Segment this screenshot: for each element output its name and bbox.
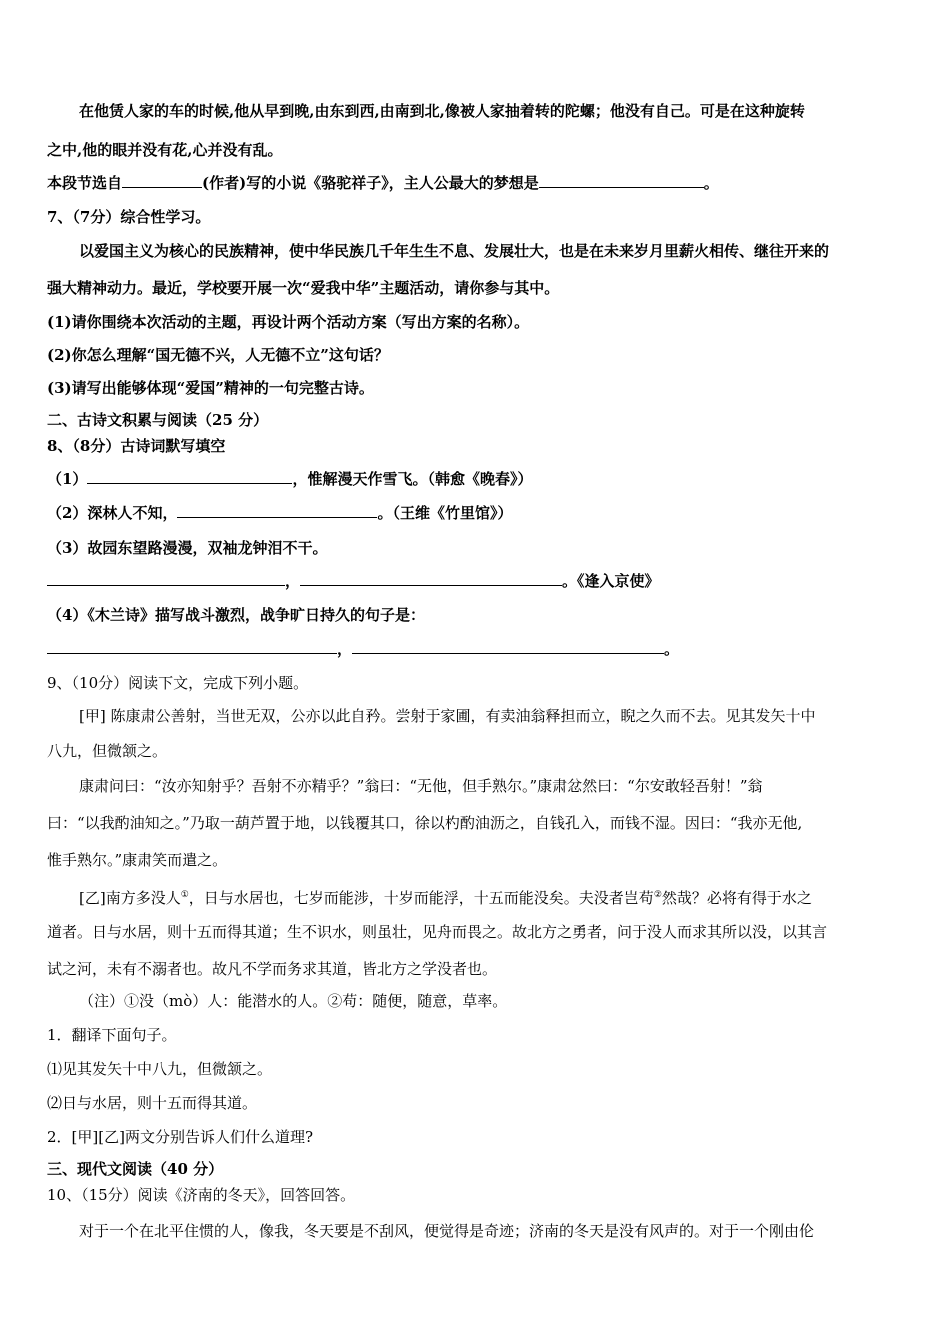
passage-yi-line-2: 道者。日与水居，则十五而得其道；生不识水，则虽壮，见舟而畏之。故北方之勇者，问于没人而求其所以没，以其言: [47, 923, 828, 941]
passage-yi-text-a: [乙]南方多没人: [79, 889, 181, 907]
footnote-marker-1: ①: [180, 890, 189, 900]
passage-yi-line-1: [79, 884, 812, 909]
passage-jia-line-5: 惟手熟尔。”康肃笑而遣之。: [47, 851, 228, 869]
sub-question-1a: ⑴见其发矢十中八九，但微颔之。: [47, 1060, 273, 1078]
question-9-heading: 9、（10分）阅读下文，完成下列小题。: [47, 674, 309, 692]
footnote-marker-2: ②: [653, 890, 662, 900]
question-8-line-5: （4）《木兰诗》描写战斗激烈，战争旷日持久的句子是：: [47, 606, 425, 624]
answer-blank-8-2[interactable]: [177, 503, 377, 518]
question-7-item-3: (3)请写出能够体现“爱国”精神的一句完整古诗。: [47, 379, 374, 397]
passage-yi-text-c: 然哉？必将有得于水之: [661, 889, 812, 907]
answer-blank-8-1[interactable]: [87, 469, 292, 484]
answer-blank-author[interactable]: [122, 173, 202, 188]
excerpt-line-1: 在他赁人家的车的时候,他从早到晚,由东到西,由南到北,像被人家抽着转的陀螺；他没有自己。可是在这种旋转: [79, 102, 805, 120]
answer-blank-8-3b[interactable]: [300, 571, 562, 586]
answer-blank-dream[interactable]: [539, 173, 704, 188]
question-7-intro-1: 以爱国主义为核心的民族精神，使中华民族几千年生生不息、发展壮大，也是在未来岁月里薪火相传、继往开来的: [79, 242, 830, 260]
annotation-note: （注）①没（mò）人：能潜水的人。②苟：随便，随意，草率。: [79, 992, 508, 1010]
question-7-heading: 7、（7分）综合性学习。: [47, 208, 211, 226]
passage-jinan-line-1: 对于一个在北平住惯的人，像我，冬天要是不刮风，便觉得是奇迹；济南的冬天是没有风声的。对于一个刚由伦: [79, 1222, 815, 1240]
passage-yi-text-b: ，日与水居也，七岁而能涉，十岁而能浮，十五而能没矣。夫没者岂苟: [188, 889, 654, 907]
sub-question-1b: ⑵日与水居，则十五而得其道。: [47, 1094, 258, 1112]
question-8-line-1-label: （1）: [47, 470, 88, 488]
question-8-line-1: [47, 468, 532, 490]
question-8-line-4-text: 。《逢入京使》: [562, 572, 660, 590]
question-8-line-4: [47, 570, 660, 592]
question-7-item-2: (2)你怎么理解“国无德不兴，人无德不立”这句话？: [47, 346, 389, 364]
question-8-line-6: [47, 638, 679, 660]
question-6-text-b: (作者)写的小说《骆驼祥子》，主人公最大的梦想是: [202, 174, 539, 192]
sub-question-2: 2．[甲][乙]两文分别告诉人们什么道理?: [47, 1128, 313, 1146]
answer-blank-8-4b[interactable]: [352, 639, 664, 654]
section-3-heading: 三、现代文阅读（40 分）: [47, 1160, 224, 1178]
question-8-line-3: （3）故园东望路漫漫，双袖龙钟泪不干。: [47, 539, 328, 557]
question-7-item-1: (1)请你围绕本次活动的主题，再设计两个活动方案（写出方案的名称）。: [47, 313, 530, 331]
question-6-line: [47, 172, 719, 194]
question-6-text-c: 。: [703, 174, 719, 192]
question-8-heading: 8、（8分）古诗词默写填空: [47, 437, 226, 455]
passage-jia-line-4: 曰：“以我酌油知之。”乃取一葫芦置于地，以钱覆其口，徐以杓酌油沥之，自钱孔入，而钱不湿。因曰：“我亦无他,: [47, 814, 803, 832]
question-8-line-2-text: 。（王维《竹里馆》）: [377, 504, 513, 522]
question-8-line-1-text: ，惟解漫天作雪飞。（韩愈《晚春》）: [292, 470, 533, 488]
answer-blank-8-4a[interactable]: [47, 639, 337, 654]
passage-jia-line-2: 八九，但微颔之。: [47, 742, 168, 760]
question-10-heading: 10、（15分）阅读《济南的冬天》，回答回答。: [47, 1186, 356, 1204]
question-8-line-6-sep: ，: [337, 640, 353, 658]
question-8-line-6-end: 。: [664, 640, 680, 658]
question-8-line-2-label: （2）深林人不知，: [47, 504, 178, 522]
question-8-line-4-sep: ，: [285, 572, 301, 590]
section-2-heading: 二、古诗文积累与阅读（25 分）: [47, 411, 269, 429]
passage-jia-line-3: 康肃问曰：“汝亦知射乎？吾射不亦精乎？”翁曰：“无他，但手熟尔。”康肃忿然曰：“尔安敢轻吾射！”翁: [79, 777, 763, 795]
question-6-text-a: 本段节选自: [47, 174, 123, 192]
question-8-line-2: [47, 502, 512, 524]
passage-jia-line-1: [甲] 陈康肃公善射，当世无双，公亦以此自矜。尝射于家圃，有卖油翁释担而立，睨之久而不去。见其发矢十中: [79, 707, 816, 725]
answer-blank-8-3a[interactable]: [47, 571, 285, 586]
question-7-intro-2: 强大精神动力。最近，学校要开展一次“爱我中华”主题活动，请你参与其中。: [47, 279, 560, 297]
excerpt-line-2: 之中,他的眼并没有花,心并没有乱。: [47, 141, 283, 159]
sub-question-1: 1．翻译下面句子。: [47, 1026, 177, 1044]
passage-yi-line-3: 试之河，未有不溺者也。故凡不学而务求其道，皆北方之学没者也。: [47, 960, 498, 978]
